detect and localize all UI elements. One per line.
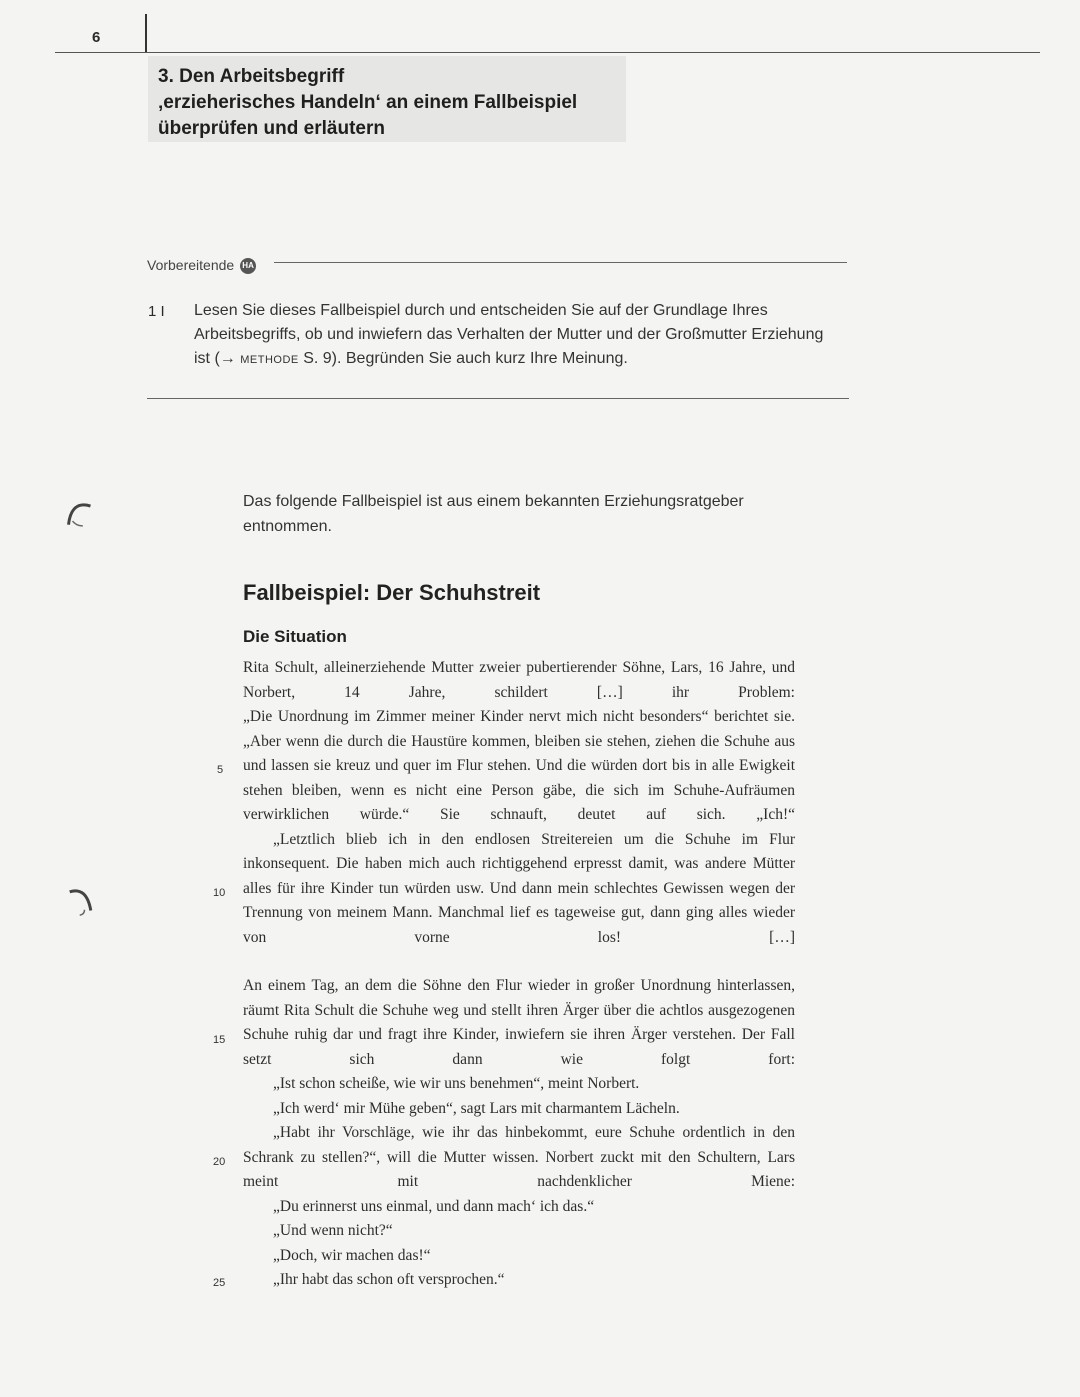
- line-number: 5: [217, 764, 224, 776]
- chapter-heading-line1: 3. Den Arbeitsbegriff: [158, 66, 345, 87]
- homework-badge-icon: HA: [240, 258, 256, 274]
- header-tick: [145, 14, 147, 52]
- dialog-line: „Du erinnerst uns einmal, und dann mach‘ ich das.“: [273, 1197, 595, 1215]
- chapter-heading-line2: ‚erzieherisches Handeln‘ an einem Fallbeispiel: [158, 92, 578, 113]
- dialog-line: „Doch, wir machen das!“: [273, 1246, 431, 1264]
- header-rule: [55, 52, 1040, 53]
- line-number: 15: [213, 1034, 226, 1046]
- paragraph-narration: An einem Tag, an dem die Söhne den Flur wieder in großer Unordnung hinterlassen, räumt Rita Schult die Schuhe weg und stellt ihren Ärger über die achtlos ausgezogenen Schuhe ruhig dar und fragt ihre Kinder, inwiefern sie ihren Ärger verstehen. Der Fall setzt sich dann wie folgt fort:: [243, 977, 795, 1068]
- task-number: 1 I: [148, 303, 165, 320]
- margin-mark-icon: [56, 882, 102, 929]
- dialog-line: „Und wenn nicht?“: [273, 1222, 393, 1239]
- preparatory-rule: [274, 262, 847, 263]
- chapter-heading: [158, 64, 577, 142]
- preparatory-label-text: Vorbereitende: [147, 257, 235, 273]
- dialog-line: „Ihr habt das schon oft versprochen.“: [273, 1271, 505, 1288]
- margin-mark-icon: [59, 495, 103, 540]
- dialog-paragraph: „Habt ihr Vorschläge, wie ihr das hinbekommt, eure Schuhe ordentlich in den Schrank zu stellen?“, will die Mutter wissen. Norbert zuckt mit den Schultern, Lars meint mit nachdenklicher Miene:: [243, 1124, 795, 1190]
- paragraph-quote-1: „Die Unordnung im Zimmer meiner Kinder nervt mich nicht besonders“ berichtet sie. „Aber wenn die durch die Haustüre kommen, bleiben sie stehen, ziehen die Schuhe aus und lassen sie kreuz und quer im Flur stehen. Und die würden dort bis in alle Ewigkeit stehen bleiben, wenn es nicht eine Person gäbe, die sich im Schuhe-Aufräumen verwirklichen würde.“ Sie schnauft, deutet auf sich. „Ich!“: [243, 708, 795, 823]
- situation-heading: Die Situation: [243, 627, 347, 646]
- paragraph-quote-2: „Letztlich blieb ich in den endlosen Streitereien um die Schuhe im Flur inkonsequent. Die haben mich auch richtiggehend erpresst damit, was andere Mütter alles für ihre Kinder tun würden usw. Und dann mein schlechtes Gewissen wegen der Trennung von meinem Mann. Manchmal lief es tageweise gut, dann ging alles wieder von vorne los! […]: [243, 830, 795, 946]
- dialog-line: „Ich werd‘ mir Mühe geben“, sagt Lars mit charmantem Lächeln.: [273, 1099, 680, 1117]
- task-rule: [147, 398, 849, 399]
- case-title: Fallbeispiel: Der Schuhstreit: [243, 580, 541, 605]
- method-reference: METHODE: [240, 354, 299, 366]
- dialog-line: „Ist schon scheiße, wie wir uns benehmen“, meint Norbert.: [273, 1075, 640, 1092]
- preparatory-label: [147, 257, 256, 274]
- case-intro: Das folgende Fallbeispiel ist aus einem bekannten Erziehungsratgeber entnommen.: [243, 493, 744, 535]
- line-number: 10: [213, 887, 226, 899]
- chapter-heading-line3: überprüfen und erläutern: [158, 118, 385, 139]
- task-text: [194, 299, 834, 372]
- task-text-part1: Lesen Sie dieses Fallbeispiel durch und entscheiden Sie auf der Grundlage Ihres Arbeitsbegriffs, ob und inwiefern das Verhalten der Mutter und der Großmutter Erziehung ist (→: [194, 302, 824, 367]
- page-number: 6: [92, 29, 101, 46]
- line-number: 20: [213, 1156, 226, 1168]
- task-text-part2: S. 9). Begründen Sie auch kurz Ihre Meinung.: [303, 350, 628, 367]
- line-number: 25: [213, 1277, 226, 1289]
- paragraph-intro: Rita Schult, alleinerziehende Mutter zweier pubertierender Söhne, Lars, 16 Jahre, und Norbert, 14 Jahre, schildert […] ihr Problem:: [243, 659, 795, 701]
- case-text: [243, 656, 795, 1293]
